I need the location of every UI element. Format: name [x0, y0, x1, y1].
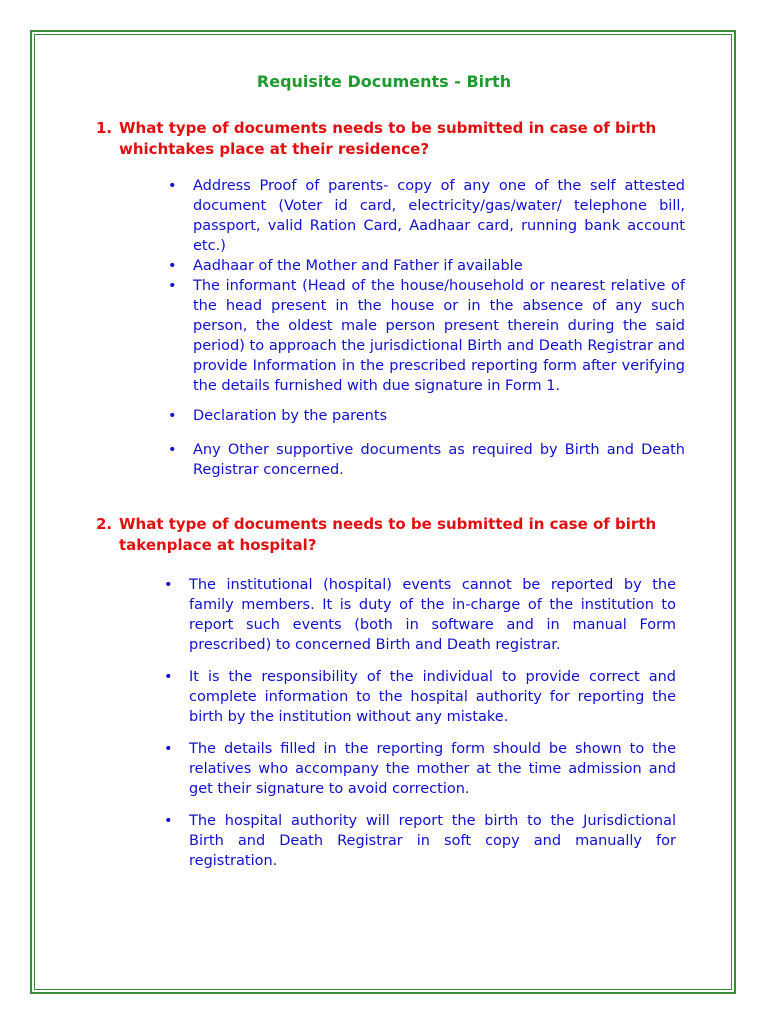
bullet-icon: • — [168, 278, 177, 294]
bullet-icon: • — [164, 577, 173, 593]
question-1-bullet-list — [168, 176, 685, 480]
bullet-icon: • — [168, 408, 177, 424]
question-2-number: 2. — [96, 515, 113, 533]
question-1-line-1: What type of documents needs to be submitted in case of birth — [119, 119, 657, 137]
list-item-text: The informant (Head of the house/household or nearest relative of the head present in the house or in the absence of any such person, the oldest male person present therein during the said period) to approach the jurisdictional Birth and Death Registrar and provide Information in the prescribed reporting form after verifying the details furnished with due signature in Form 1. — [193, 278, 685, 394]
question-2 — [96, 514, 696, 556]
list-item — [168, 256, 685, 276]
list-item-text: Aadhaar of the Mother and Father if available — [193, 258, 523, 274]
question-1 — [96, 118, 696, 160]
question-2-line-2: takenplace at hospital? — [119, 536, 317, 554]
list-item — [164, 811, 676, 871]
bullet-icon: • — [168, 258, 177, 274]
list-item-text: It is the responsibility of the individual to provide correct and complete information to the hospital authority for reporting the birth by the institution without any mistake. — [189, 669, 676, 725]
bullet-icon: • — [168, 442, 177, 458]
list-item-text: The institutional (hospital) events cannot be reported by the family members. It is duty of the in-charge of the institution to report such events (both in software and in manual Form prescribed) to concerned Birth and Death registrar. — [189, 577, 676, 653]
list-item — [164, 739, 676, 799]
list-item — [168, 276, 685, 396]
list-item-text: Any Other supportive documents as required by Birth and Death Registrar concerned. — [193, 442, 685, 478]
document-title: Requisite Documents - Birth — [256, 72, 512, 91]
list-item-text: The hospital authority will report the birth to the Jurisdictional Birth and Death Registrar in soft copy and manually for registration. — [189, 813, 676, 869]
question-1-number: 1. — [96, 119, 113, 137]
list-item-text: Address Proof of parents- copy of any one of the self attested document (Voter id card, electricity/gas/water/ telephone bill, passport, valid Ration Card, Aadhaar card, running bank account etc.) — [193, 178, 685, 254]
question-1-line-2: whichtakes place at their residence? — [119, 140, 430, 158]
question-2-line-1: What type of documents needs to be submitted in case of birth — [119, 515, 657, 533]
bullet-icon: • — [168, 178, 177, 194]
list-item-text: Declaration by the parents — [193, 408, 388, 424]
list-item — [164, 575, 676, 655]
list-item — [168, 176, 685, 256]
list-item — [168, 406, 685, 426]
bullet-icon: • — [164, 741, 173, 757]
question-2-bullet-list — [164, 575, 676, 871]
bullet-icon: • — [164, 669, 173, 685]
list-item — [168, 440, 685, 480]
bullet-icon: • — [164, 813, 173, 829]
list-item-text: The details filled in the reporting form should be shown to the relatives who accompany the mother at the time admission and get their signature to avoid correction. — [189, 741, 676, 797]
list-item — [164, 667, 676, 727]
